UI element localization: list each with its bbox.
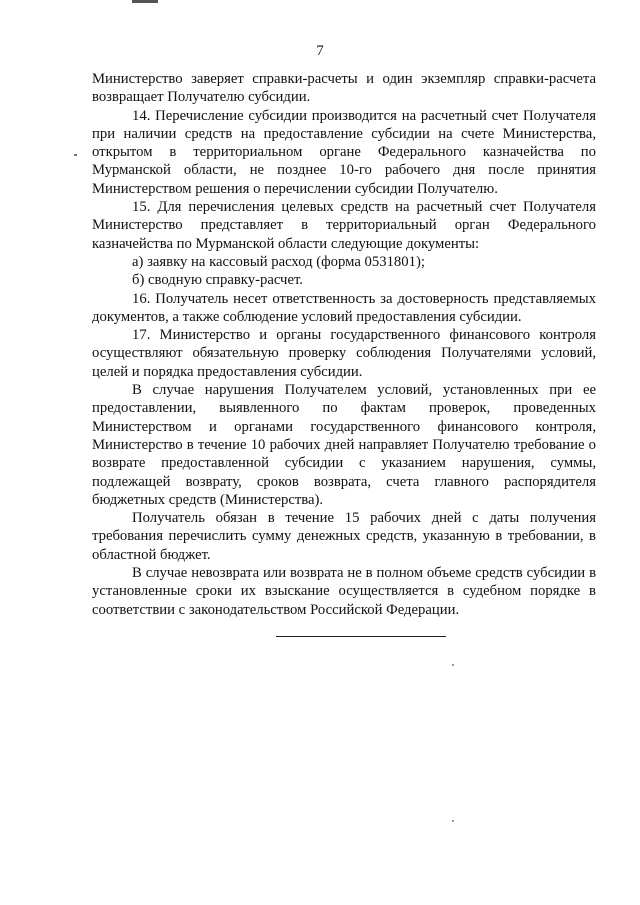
paragraph-clause-16: 16. Получатель несет ответственность за достоверность представляемых документов, а также соблюдение условий предоставления субсидии. — [92, 290, 596, 325]
paragraph-recovery: В случае невозврата или возврата не в полном объеме средств субсидии в установленные сроки их взыскание осуществляется в судебном порядке в соответствии с законодательством Российской Федерации. — [92, 565, 596, 618]
paragraph-violation: В случае нарушения Получателем условий, установленных при ее предоставлении, выявленного по фактам проверок, проведенных Министерством и органами государственного финансового контроля, Министерство в течение 10 рабочих дней направляет Получателю требование о возврате предоставленной субсидии с указанием нарушения, суммы, подлежащей возврату, сроков возврата, счета главного распорядителя бюджетных средств (Министерства). — [92, 382, 596, 508]
paragraph-clause-17: 17. Министерство и органы государственного финансового контроля осуществляют обязательную проверку соблюдения Получателями условий, целей и порядка предоставления субсидии. — [92, 327, 596, 380]
scan-speck — [452, 664, 454, 666]
page-number: 7 — [316, 43, 324, 59]
list-item-cash-request: а) заявку на кассовый расход (форма 0531801); — [132, 253, 425, 270]
scan-artifact-top — [132, 0, 158, 3]
paragraph-return-obligation: Получатель обязан в течение 15 рабочих дней с даты получения требования перечислить сумму денежных средств, указанную в требовании, в областной бюджет. — [92, 510, 596, 563]
paragraph-clause-15: 15. Для перечисления целевых средств на расчетный счет Получателя Министерство представляет в территориальный орган Федерального казначейства по Мурманской области следующие документы: — [92, 199, 596, 252]
scan-artifact-margin — [74, 154, 77, 156]
closing-divider-line — [276, 636, 446, 637]
paragraph-confirmation: Министерство заверяет справки-расчеты и один экземпляр справки-расчета возвращает Получателю субсидии. — [92, 71, 596, 106]
document-body — [92, 70, 596, 619]
scan-speck — [452, 820, 454, 822]
list-item-summary-statement: б) сводную справку-расчет. — [132, 272, 303, 289]
paragraph-clause-14: 14. Перечисление субсидии производится на расчетный счет Получателя при наличии средств на предоставление субсидии на счете Министерства, открытом в территориальном органе Федерального казначейства по Мурманской области, не позднее 10-го рабочего дня после принятия Министерством решения о перечислении субсидии Получателю. — [92, 107, 596, 197]
